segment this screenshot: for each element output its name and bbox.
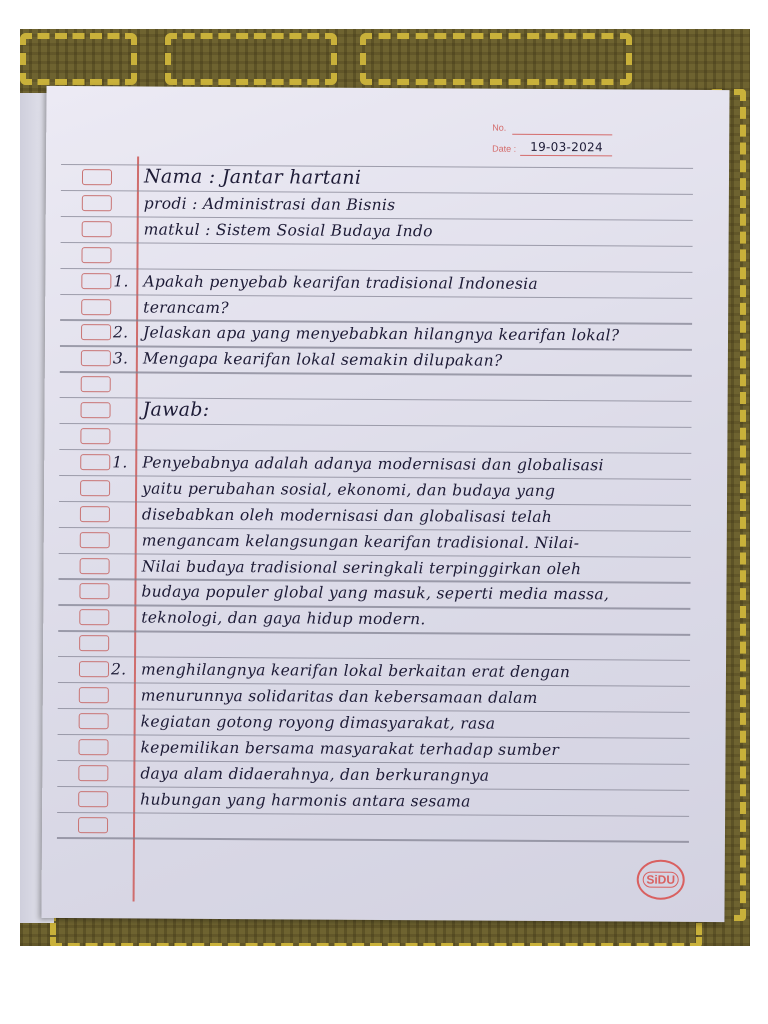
question-number: 2. — [112, 323, 129, 342]
question-number: 1. — [113, 271, 129, 291]
row-checkbox — [81, 299, 111, 315]
notebook-page — [41, 86, 729, 922]
sidu-logo — [637, 860, 685, 900]
row-checkbox — [81, 325, 111, 341]
handwritten-line: yaitu perubahan sosial, ekonomi, dan budaya yang — [142, 479, 556, 500]
date-line — [520, 155, 612, 157]
handwritten-line: daya alam didaerahnya, dan berkurangnya — [140, 764, 490, 785]
row-checkbox — [80, 480, 110, 496]
handwritten-line: disebabkan oleh modernisasi dan globalisasi telah — [141, 505, 553, 526]
handwritten-line: Nama : Jantar hartani — [143, 165, 362, 189]
row-checkbox — [82, 169, 112, 185]
row-checkbox — [79, 609, 109, 625]
handwritten-line: Apakah penyebab kearifan tradisional Indonesia — [143, 272, 538, 293]
handwritten-line: hubungan yang harmonis antara sesama — [140, 790, 471, 811]
ruled-line — [57, 837, 689, 842]
handwritten-line: Penyebabnya adalah adanya modernisasi dan globalisasi — [142, 453, 604, 475]
row-checkbox — [79, 661, 109, 677]
row-checkbox — [79, 584, 109, 600]
handwritten-line: budaya populer global yang masuk, seperti media massa, — [141, 582, 610, 604]
carpet-pattern — [165, 33, 337, 85]
question-number: 1. — [112, 453, 128, 472]
row-checkbox — [82, 195, 112, 211]
sidu-logo-text: SiDU — [642, 872, 679, 888]
row-checkbox — [78, 817, 108, 833]
handwritten-line: teknologi, dan gaya hidup modern. — [141, 608, 426, 629]
handwritten-line: Jelaskan apa yang menyebabkan hilangnya kearifan lokal? — [142, 323, 620, 345]
date-value: 19-03-2024 — [530, 139, 603, 155]
handwritten-line: matkul : Sistem Sosial Budaya Indo — [143, 220, 433, 241]
handwritten-line: Jawab: — [142, 398, 210, 422]
row-checkbox — [80, 454, 110, 470]
ruled-line — [58, 630, 690, 635]
question-number: 3. — [112, 349, 129, 368]
handwritten-line: Mengapa kearifan lokal semakin dilupakan? — [142, 349, 503, 371]
handwritten-line: menghilangnya kearifan lokal berkaitan erat dengan — [140, 660, 571, 682]
row-checkbox — [79, 635, 109, 651]
handwritten-line: mengancam kelangsungan kearifan tradisional. Nilai- — [141, 531, 580, 552]
handwritten-line: Nilai budaya tradisional seringkali terpinggirkan oleh — [141, 557, 582, 578]
row-checkbox — [81, 376, 111, 392]
row-checkbox — [81, 350, 111, 366]
row-checkbox — [78, 765, 108, 781]
row-checkbox — [81, 247, 111, 263]
ruled-line — [59, 423, 691, 428]
question-number: 2. — [110, 660, 127, 679]
row-checkbox — [79, 713, 109, 729]
no-label: No. — [492, 122, 507, 133]
carpet-pattern — [20, 33, 137, 85]
handwritten-line: kegiatan gotong royong dimasyarakat, rasa — [140, 712, 496, 733]
row-checkbox — [79, 687, 109, 703]
row-checkbox — [78, 739, 108, 755]
date-label: Date : — [492, 143, 517, 154]
handwritten-line: terancam? — [143, 298, 229, 317]
carpet-pattern — [360, 33, 632, 85]
row-checkbox — [80, 532, 110, 548]
row-checkbox — [80, 428, 110, 444]
row-checkbox — [80, 558, 110, 574]
ruled-line — [57, 811, 689, 816]
no-line — [512, 134, 612, 136]
row-checkbox — [82, 221, 112, 237]
handwritten-line: kepemilikan bersama masyarakat terhadap sumber — [140, 738, 560, 759]
row-checkbox — [81, 273, 111, 289]
row-checkbox — [81, 402, 111, 418]
ruled-line — [61, 242, 693, 247]
ruled-line — [60, 371, 692, 376]
row-checkbox — [80, 506, 110, 522]
handwritten-line: prodi : Administrasi dan Bisnis — [143, 194, 396, 214]
handwritten-line: menurunnya solidaritas dan kebersamaan dalam — [140, 686, 538, 707]
row-checkbox — [78, 791, 108, 807]
